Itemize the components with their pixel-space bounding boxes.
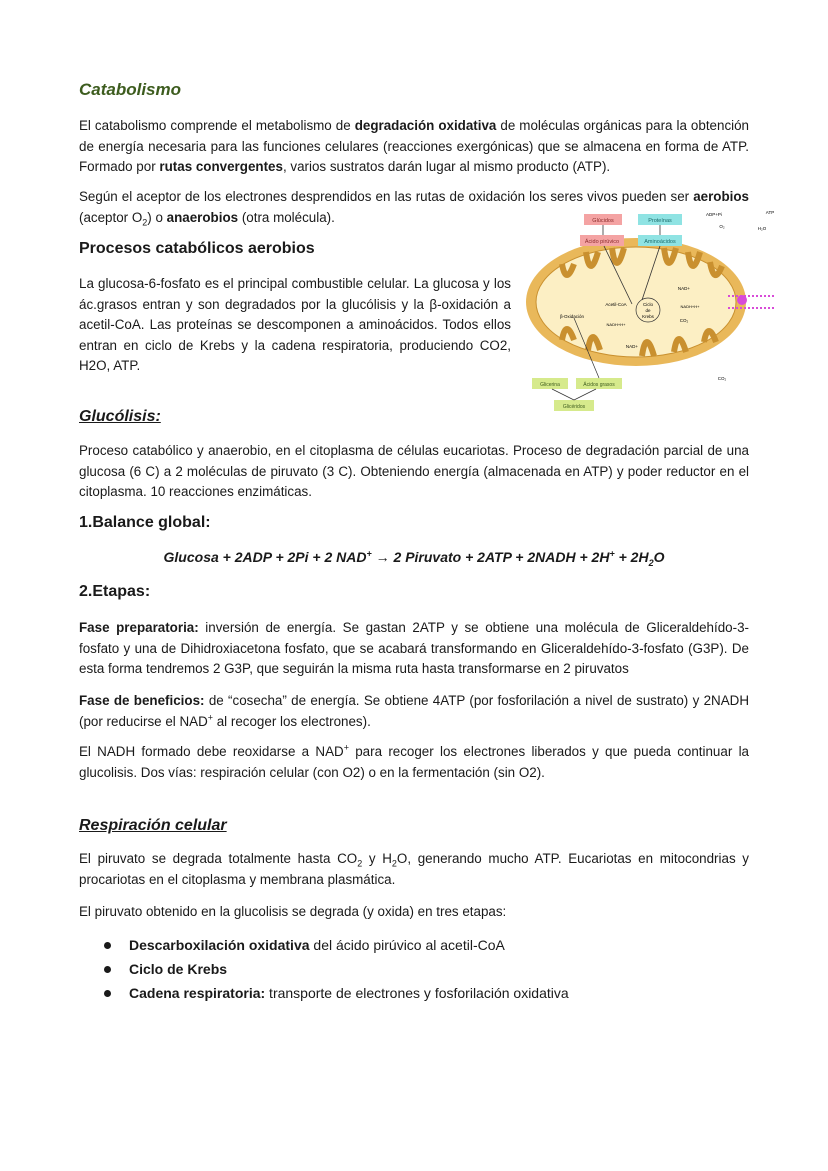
text-run: El piruvato se degrada totalmente hasta CO (79, 851, 358, 866)
label-gliceridos: Glicéridos (562, 404, 586, 410)
eq-part: Glucosa + 2ADP + 2Pi + 2 NAD (163, 549, 367, 565)
paragraph-tres-etapas: El piruvato obtenido en la glucolisis se degrada (y oxida) en tres etapas: (79, 904, 507, 919)
paragraph-respiracion (79, 849, 749, 890)
eq-part: + 2H (614, 549, 649, 565)
text-run: (otra molécula). (238, 209, 335, 225)
paragraph-fase-beneficios (79, 691, 749, 732)
label-acidos-grasos: Ácidos grasos (583, 382, 615, 388)
text-run: inversión de energía. Se gastan 2ATP y se obtiene una molécula de Gliceraldehído-3-fosfato y una de Dihidroxiacetona fosfato, que se acabará transformando en Gliceraldehído-3-fosfato (G3P). De esta forma tendremos 2 G3P, que seguirán la misma ruta hasta transformarse en 2 piruvatos (79, 620, 749, 676)
bold-term: degradación oxidativa (354, 118, 497, 133)
superscript: + (366, 548, 372, 559)
text-run: (aceptor O (79, 209, 143, 225)
list-item (79, 958, 749, 982)
label-nad-2: NAD+ (625, 344, 639, 349)
label-co2-1: CO₂ (679, 318, 689, 323)
bold-term: rutas convergentes (159, 159, 283, 174)
bold-term: Fase preparatoria: (79, 620, 199, 635)
label-nad-1: NAD+ (677, 286, 691, 291)
mitochondria-catabolism-diagram (524, 208, 790, 414)
bold-term: Ciclo de Krebs (129, 961, 228, 977)
label-acido-piruvico: Ácido pirúvico (584, 239, 620, 245)
subscript: 2 (648, 557, 654, 568)
label-nadh-1: NADH+H+ (606, 322, 626, 327)
bold-term: anaerobios (166, 209, 239, 225)
eq-part: 2 Piruvato + 2ATP + 2NADH + 2H (393, 549, 610, 565)
label-glucidos: Glúcidos (592, 218, 614, 224)
label-o2: O₂ (719, 224, 725, 229)
paragraph-fase-preparatoria (79, 618, 749, 680)
arrow-icon: → (371, 549, 390, 565)
subsection-title-balance: 1.Balance global: (79, 514, 211, 531)
label-h2o: H₂O (757, 226, 767, 231)
text-run: del ácido pirúvico al acetil-CoA (309, 937, 505, 953)
eq-part: O (653, 549, 665, 565)
label-krebs: Krebs (642, 314, 654, 319)
arrow (574, 389, 596, 400)
text-run: y H (362, 851, 392, 866)
etapas-list (79, 934, 749, 1006)
text-run: al recoger los electrones). (213, 713, 371, 729)
label-glicerina: Glicerina (540, 382, 560, 388)
superscript: + (609, 548, 615, 559)
paragraph-nadh (79, 742, 749, 783)
paragraph-catabolismo-definition (79, 116, 749, 178)
bold-term: aerobios (693, 189, 749, 204)
label-b-oxidacion: β-Oxidación (559, 314, 585, 319)
text-run: El NADH formado debe reoxidarse a NAD (79, 744, 344, 759)
text-run: , varios sustratos darán lugar al mismo producto (ATP). (282, 159, 611, 174)
text-run: ) o (147, 209, 167, 225)
bullet-icon (104, 942, 111, 949)
label-aminoacidos: Aminoácidos (644, 239, 676, 245)
label-de: de (645, 308, 651, 313)
label-adp-pi: ADP+Pi (706, 212, 722, 217)
bold-term: Fase de beneficios: (79, 693, 205, 708)
list-item (79, 934, 749, 958)
section-title-aerobios: Procesos catabólicos aerobios (79, 240, 315, 257)
label-nadh-2: NADH+H+ (680, 304, 700, 309)
list-item (79, 982, 749, 1006)
bullet-icon (104, 990, 111, 997)
superscript: + (207, 712, 214, 723)
text-run: de moléculas orgánicas para la obtención de energía necesaria para las funciones celulares (reacciones exergónicas) que se almacena en forma de ATP. Formado por (79, 118, 750, 174)
label-ciclo: Ciclo (642, 302, 654, 307)
section-title-glucolisis: Glucólisis: (79, 408, 161, 425)
text-run: Según el aceptor de los electrones desprendidos en las rutas de oxidación los seres vivos pueden ser (79, 189, 694, 204)
superscript: + (343, 742, 349, 753)
bold-term: Cadena respiratoria: (129, 985, 266, 1001)
arrow (552, 389, 574, 400)
subscript: 2 (142, 217, 148, 228)
equation-glucolisis (0, 548, 828, 568)
text-run: para recoger los electrones liberados y que pueda continuar la glucolisis. Dos vías: respiración celular (con O2) o en la fermentación (sin O2). (79, 744, 749, 780)
text-run: de “cosecha” de energía. Se obtiene 4ATP (por fosforilación a nivel de sustrato) y 2NADH (por reducirse el NAD (79, 693, 749, 729)
faded-footer-marks (250, 1150, 550, 1162)
paragraph-glucolisis: Proceso catabólico y anaerobio, en el citoplasma de células eucariotas. Proceso de degradación parcial de una glucosa (6 C) a 2 moléculas de piruvato (3 C). Obteniendo energía (almacenada en ATP) y poder reductor en el citoplasma. 10 reacciones enzimáticas. (79, 443, 749, 499)
text-run: O, generando mucho ATP. Eucariotas en mitocondrias y procariotas en el citoplasma y membrana plasmática. (79, 851, 749, 887)
label-atp: ATP (765, 210, 775, 215)
bold-term: Descarboxilación oxidativa (129, 937, 310, 953)
subscript: 2 (391, 858, 397, 869)
bullet-icon (104, 966, 111, 973)
text-run: transporte de electrones y fosforilación oxidativa (265, 985, 569, 1001)
paragraph-aerobios: La glucosa-6-fosfato es el principal combustible celular. La glucosa y los ác.grasos entran y son degradados por la glucólisis y la β-oxidación a acetil-CoA. Las proteínas se descomponen a aminoácidos. Todos ellos entran en ciclo de Krebs y la cadena respiratoria, produciendo CO2, H2O, ATP. (79, 276, 511, 373)
label-proteinas: Proteínas (648, 218, 672, 224)
label-acetil-coa: Acetil-CoA (605, 302, 627, 307)
text-run: El catabolismo comprende el metabolismo de (79, 118, 355, 133)
subsection-title-etapas: 2.Etapas: (79, 583, 151, 600)
subscript: 2 (357, 858, 363, 869)
label-co2-2: CO₂ (717, 376, 727, 381)
section-title-catabolismo: Catabolismo (79, 80, 182, 99)
section-title-respiracion: Respiración celular (79, 817, 227, 834)
